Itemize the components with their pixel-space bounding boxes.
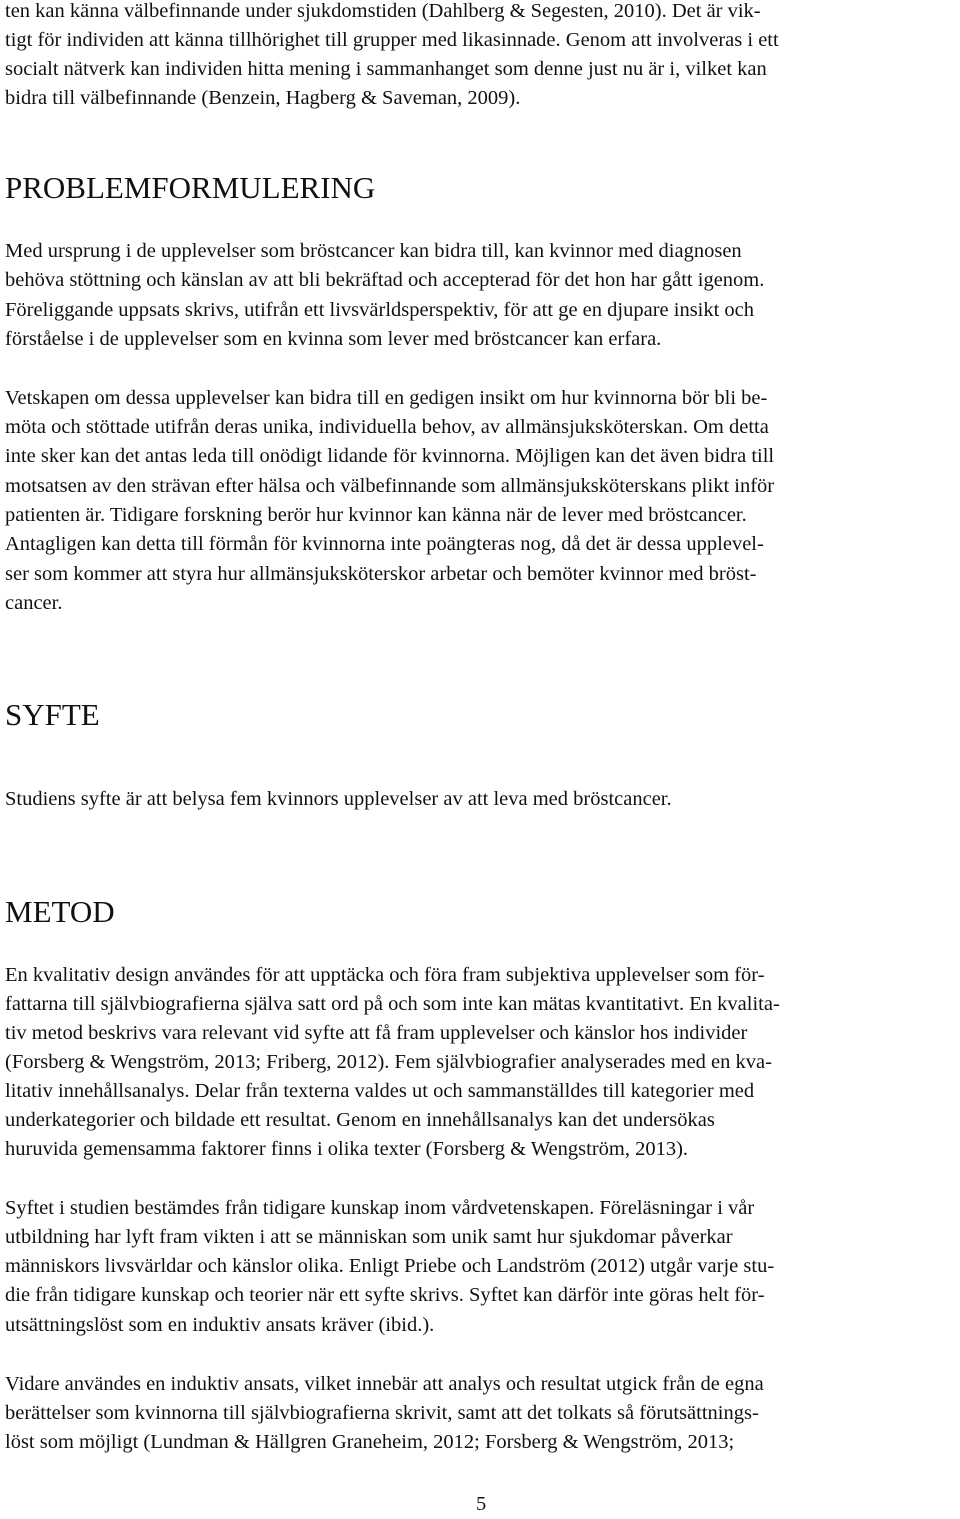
text-line: möta och stöttade utifrån deras unika, individuella behov, av allmänsjuksköterskan. Om detta [5, 416, 769, 438]
syfte-paragraph: Studiens syfte är att belysa fem kvinnors upplevelser av att leva med bröstcancer. [5, 788, 672, 810]
section-heading-problemformulering: PROBLEMFORMULERING [5, 170, 376, 205]
text-line: Vidare användes en induktiv ansats, vilket innebär att analys och resultat utgick från de egna [5, 1373, 764, 1395]
text-line: löst som möjligt (Lundman & Hällgren Graneheim, 2012; Forsberg & Wengström, 2013; [5, 1431, 735, 1453]
text-line: Vetskapen om dessa upplevelser kan bidra till en gedigen insikt om hur kvinnorna bör bli be- [5, 387, 768, 409]
text-line: tigt för individen att känna tillhörighet till grupper med likasinnade. Genom att involveras i ett [5, 29, 779, 51]
text-line: ser som kommer att styra hur allmänsjuksköterskor arbetar och bemöter kvinnor med bröst- [5, 563, 757, 585]
text-line: inte sker kan det antas leda till onödigt lidande för kvinnorna. Möjligen kan det även bidra till [5, 445, 775, 467]
text-line: huruvida gemensamma faktorer finns i olika texter (Forsberg & Wengström, 2013). [5, 1138, 689, 1160]
text-line: patienten är. Tidigare forskning berör hur kvinnor kan känna när de lever med bröstcancer. [5, 504, 747, 526]
text-line: berättelser som kvinnorna till självbiografierna skrivit, samt att det tolkats så förutsättnings- [5, 1402, 759, 1424]
page-number: 5 [476, 1493, 487, 1515]
text-line: socialt nätverk kan individen hitta mening i sammanhanget som denne just nu är i, vilket kan [5, 58, 767, 80]
section-heading-syfte: SYFTE [5, 697, 100, 732]
text-line: cancer. [5, 592, 63, 614]
text-line: behöva stöttning och känslan av att bli bekräftad och accepterad för det hon har gått igenom. [5, 269, 765, 291]
text-line: tiv metod beskrivs vara relevant vid syfte att få fram upplevelser och känslor hos individer [5, 1022, 748, 1044]
text-line: (Forsberg & Wengström, 2013; Friberg, 2012). Fem självbiografier analyserades med en kva- [5, 1051, 772, 1073]
text-line: die från tidigare kunskap och teorier när ett syfte skrivs. Syftet kan därför inte göras helt för- [5, 1284, 765, 1306]
text-line: Antagligen kan detta till förmån för kvinnorna inte poängteras nog, då det är dessa upplevel- [5, 533, 764, 555]
text-line: Syftet i studien bestämdes från tidigare kunskap inom vårdvetenskapen. Föreläsningar i vår [5, 1197, 755, 1219]
text-line: ten kan känna välbefinnande under sjukdomstiden (Dahlberg & Segesten, 2010). Det är vik- [5, 0, 761, 22]
text-line: människors livsvärldar och känslor olika. Enligt Priebe och Landström (2012) utgår varje stu- [5, 1255, 775, 1277]
text-line: utsättningslöst som en induktiv ansats kräver (ibid.). [5, 1314, 435, 1336]
text-line: En kvalitativ design användes för att upptäcka och föra fram subjektiva upplevelser som för- [5, 964, 765, 986]
text-line: utbildning har lyft fram vikten i att se människan som unik samt hur sjukdomar påverkar [5, 1226, 733, 1248]
text-line: förståelse i de upplevelser som en kvinna som lever med bröstcancer kan erfara. [5, 328, 662, 350]
section-heading-metod: METOD [5, 894, 115, 929]
text-line: Med ursprung i de upplevelser som bröstcancer kan bidra till, kan kvinnor med diagnosen [5, 240, 742, 262]
text-line: litativ innehållsanalys. Delar från texterna valdes ut och sammanställdes till kategorier med [5, 1080, 755, 1102]
text-line: fattarna till självbiografierna själva satt ord på och som inte kan mätas kvantitativt. En kvalita- [5, 993, 780, 1015]
text-line: bidra till välbefinnande (Benzein, Hagberg & Saveman, 2009). [5, 87, 521, 109]
text-line: motsatsen av den strävan efter hälsa och välbefinnande som allmänsjuksköterskans plikt inför [5, 475, 775, 497]
text-line: Föreliggande uppsats skrivs, utifrån ett livsvärldsperspektiv, för att ge en djupare insikt och [5, 299, 755, 321]
text-line: underkategorier och bildade ett resultat. Genom en innehållsanalys kan det undersökas [5, 1109, 715, 1131]
